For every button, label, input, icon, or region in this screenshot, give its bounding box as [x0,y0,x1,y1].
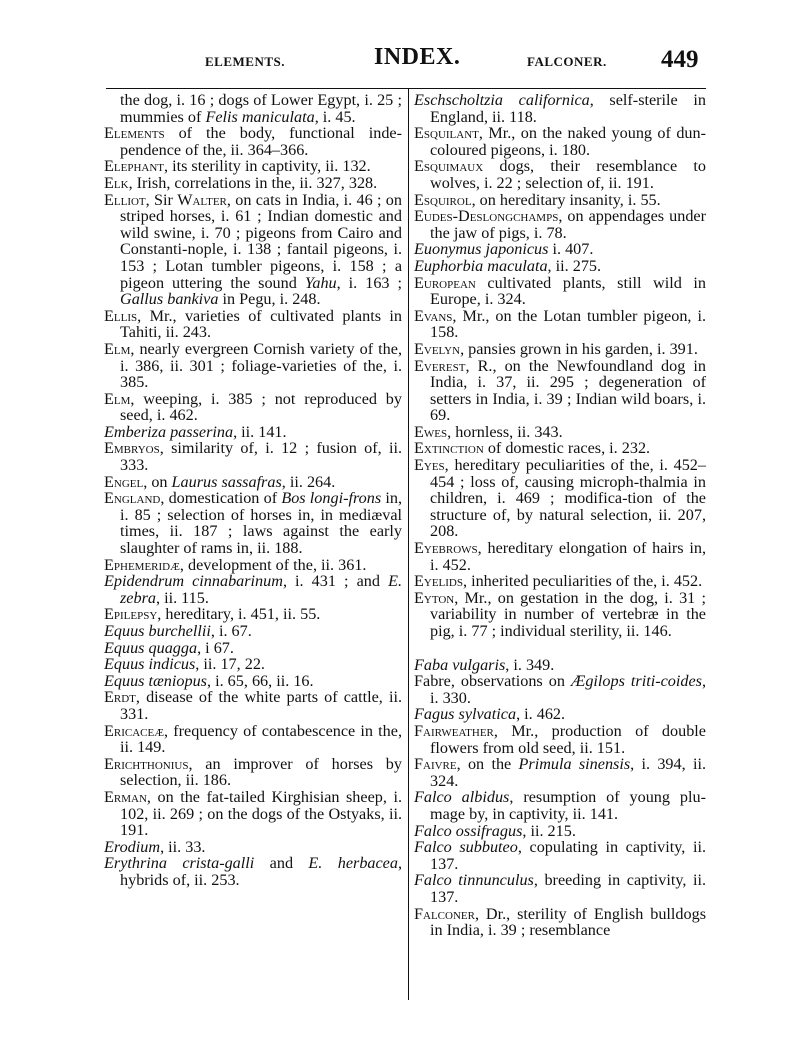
entry-text: , i. 462. [516,705,566,724]
entry-italic-term: Falco subbuteo [414,838,518,857]
index-entry [104,424,402,441]
entry-heading-term: Eudes-Deslongchamps [414,207,559,226]
entry-heading-term: England [104,489,161,508]
entry-heading-term: Extinction [414,439,484,458]
entry-heading-term: Elephant [104,157,164,176]
entry-text: , on appendages under the jaw of pigs, i. 78. [430,207,706,242]
index-entry [414,823,706,840]
entry-italic-term: Falco albidus [414,788,510,807]
index-entry [414,573,706,590]
index-entry [414,789,706,822]
entry-text: , on the [456,755,519,774]
index-entry [104,606,402,623]
entry-heading-term: Elk [104,173,129,192]
index-entry [104,175,402,192]
entry-heading-term: Eyes [414,456,445,475]
running-head-left: ELEMENTS. [205,54,285,69]
entry-text: cultivated plants, still wild in Europe, i. 324. [430,273,706,309]
entry-text: , copulating in captivity, ii. 137. [430,838,706,873]
index-entry [414,872,706,905]
entry-italic-term: Fagus sylvatica [414,705,517,724]
index-entry [104,125,402,158]
entry-text: , similarity of, i. 12 ; fusion of, ii. 333. [120,439,402,475]
entry-italic-term: Emberiza passerina [104,422,234,441]
index-entry [414,706,706,723]
entry-italic-term: E. zebra [120,572,402,607]
entry-heading-term: Esquimaux [414,157,484,176]
index-entry [414,208,706,241]
entry-heading-term: Eyton [414,588,455,607]
index-entry [104,92,402,125]
entry-text: , development of the, ii. 361. [179,555,367,574]
index-entry [414,906,706,939]
entry-italic-term: Equus tæniopus [104,671,207,690]
entry-text: , i 67. [197,638,234,657]
entry-text: , disease of the white parts of cattle, ii. 331. [120,688,402,723]
index-entry [414,192,706,209]
entry-text: , hereditary elongation of hairs in, i. 452. [430,539,706,574]
index-entry [104,640,402,657]
entry-heading-term: Elliot [104,190,146,209]
entry-text: , i. 67. [210,622,252,640]
entry-text: , weeping, i. 385 ; not reproduced by seed, i. 462. [120,389,402,425]
index-entry [414,657,706,674]
entry-text: , its sterility in captivity, ii. 132. [164,157,371,176]
entry-italic-term: E. herbacea [308,854,398,873]
entry-text: , i. 394, ii. 324. [430,755,707,790]
entry-text: in, i. 85 ; selection of horses in, in mediæval times, ii. 187 ; laws against the early slaughter of rams in, ii. 188. [120,489,403,558]
entry-text: , self-sterile in England, ii. 118. [430,91,706,126]
entry-heading-term: Erdt [104,688,136,707]
entry-text: , pansies grown in his garden, i. 391. [460,339,698,358]
entry-text: , i. 431 ; and [282,572,389,591]
index-entry [414,424,706,441]
entry-italic-term: Equus indicus [104,655,196,674]
index-column-left [104,92,402,889]
entry-text: of the body, functional inde-pendence of the, ii. 364–366. [120,124,402,159]
entry-italic-term: Euonymus japonicus [414,240,549,259]
index-column-right [414,92,706,939]
entry-text: , ii. 33. [160,837,206,856]
entry-text: , on [143,472,172,491]
entry-text: , i. 45. [314,107,356,126]
running-head-right: FALCONER. [527,54,607,69]
entry-text: the dog, i. 16 ; dogs of Lower Egypt, i. 25 ; mummies of [120,91,402,126]
index-entry [104,656,402,673]
index-entry [104,308,402,341]
entry-heading-term: Elements [104,124,165,143]
entry-italic-term: Falco ossifragus [414,821,523,840]
entry-italic-term: Erythrina crista-galli [104,854,255,873]
entry-text: , on hereditary insanity, i. 55. [471,190,661,209]
entry-text: and [254,854,309,873]
index-entry [414,308,706,341]
entry-heading-term: Erichthonius [104,754,189,773]
entry-text: , ii. 115. [155,588,209,607]
index-entry [104,673,402,690]
entry-heading-term: Epilepsy [104,605,158,624]
index-entry [104,789,402,839]
index-entry [414,756,706,789]
entry-text: , resumption of young plu-mage by, in captivity, ii. 141. [430,788,706,823]
index-entry [104,557,402,574]
entry-text: , inherited peculiarities of the, i. 452. [463,572,703,591]
entry-text: , Mr., on the Lotan tumbler pigeon, i. 158. [430,306,706,342]
running-head [0,44,800,84]
entry-text: , ii. 215. [522,821,576,840]
index-entry [414,839,706,872]
index-entry [414,258,706,275]
entry-text: , i. 330. [430,672,706,707]
index-entry [104,192,402,308]
entry-italic-term: Felis maniculata [205,107,315,126]
entry-text: , Mr., on gestation in the dog, i. 31 ; variability in number of vertebræ in the pig, i. 77 ; individual sterility, ii. 146. [430,588,706,640]
index-entry [104,573,402,606]
entry-text: , i. 65, 66, ii. 16. [206,671,314,690]
index-entry [104,474,402,491]
entry-heading-term: Elm [104,339,131,358]
entry-text: , on the fat-tailed Kirghisian sheep, i. 102, ii. 269 ; on the dogs of the Ostyaks, ii. 191. [120,787,402,840]
entry-heading-term: Faivre [414,755,457,774]
entry-text: , Mr., production of double flowers from old seed, ii. 151. [430,721,706,757]
index-entry [104,839,402,856]
entry-text: , breeding in captivity, ii. 137. [430,871,707,906]
entry-heading-term: Esquirol [414,190,472,209]
entry-italic-term: Yahu [304,273,337,292]
section-gap [414,640,706,657]
entry-text: , nearly evergreen Cornish variety of the, i. 386, ii. 301 ; foliage-varieties of the, i. 385. [120,339,402,392]
entry-text: , i. 349. [505,655,555,674]
entry-text: , Irish, correlations in the, ii. 327, 328. [128,173,378,192]
entry-text: of domestic races, i. 232. [483,439,651,458]
header-rule [106,88,706,89]
index-entry [414,341,706,358]
entry-text: , ii. 17, 22. [195,655,265,674]
entry-text: , Sir [145,190,178,209]
index-entry [414,590,706,640]
index-entry [414,457,706,540]
entry-heading-term: Evelyn [414,339,461,358]
entry-italic-term: Gallus bankiva [120,290,219,309]
index-entry [104,756,402,789]
index-entry [414,723,706,756]
entry-heading-term: Everest [414,356,466,375]
entry-heading-term: Erman [104,787,147,806]
entry-italic-term: Equus quagga [104,638,198,657]
entry-text: , Mr., varieties of cultivated plants in Tahiti, ii. 243. [120,306,402,342]
entry-heading-term: Eyelids [414,572,463,591]
entry-heading-term: Ellis [104,306,138,325]
entry-text: , ii. 141. [233,422,287,441]
entry-text: in Pegu, i. 248. [218,290,321,309]
entry-italic-term: Equus burchellii [104,622,211,640]
index-entry [414,358,706,424]
entry-italic-term: Laurus sassafras [171,472,282,491]
entry-italic-term: Epidendrum cinnabarinum [104,572,283,591]
index-entry [104,391,402,424]
entry-heading-term: Ephemeridæ [104,555,180,574]
entry-heading-term: European [414,273,476,292]
index-entry [414,125,706,158]
index-entry [414,92,706,125]
index-entry [104,623,402,640]
entry-italic-term: Primula sinensis [518,755,631,774]
entry-text: , hornless, ii. 343. [447,422,563,441]
entry-heading-term: Embryos [104,439,160,458]
entry-text: , hereditary, i. 451, ii. 55. [157,605,321,624]
entry-italic-term: Faba vulgaris [414,655,506,674]
entry-italic-term: Ægilops triti-coides [570,672,702,691]
index-entry [104,341,402,391]
index-entry [104,723,402,756]
index-entry [414,673,706,706]
entry-text: , frequency of contabescence in the, ii. 149. [120,721,402,757]
entry-text: Fabre, observations on [414,672,571,691]
index-entry [414,241,706,258]
entry-heading-term: Fairweather [414,721,494,740]
entry-text: , Dr., sterility of English bulldogs in India, i. 39 ; resemblance [430,904,706,940]
entry-text: , Mr., on the naked young of dun-coloured pigeons, i. 180. [430,124,706,159]
column-divider [408,88,409,1000]
entry-italic-term: Erodium [104,837,161,856]
entry-heading-term: Ewes [414,422,448,441]
entry-heading-term: Elm [104,389,131,408]
entry-text: , on cats in India, i. 46 ; on striped horses, i. 61 ; Indian domestic and wild swine, i. 70 ; pigeons from Cairo and Constanti-nople, i. 138 ; fantail pigeons, i. 153 ; Lotan tumbler pigeons, i. 158 ; a pigeon uttering the sound [120,190,402,292]
index-entry [414,440,706,457]
entry-text: , domestication of [160,489,282,508]
index-entry [414,158,706,191]
entry-heading-term: Ericaceæ [104,721,165,740]
entry-italic-term: Euphorbia maculata [414,256,548,275]
index-entry [414,275,706,308]
index-entry [414,540,706,573]
index-entry [104,855,402,888]
entry-text: , ii. 275. [547,256,602,275]
index-entry [104,490,402,556]
entry-text: , R., on the Newfoundland dog in India, i. 37, ii. 295 ; degeneration of setters in India, i. 39 ; Indian wild boars, i. 69. [430,356,706,425]
entry-italic-term: Eschscholtzia californica [414,91,590,109]
entry-text: , i. 163 ; [336,273,402,292]
entry-text: i. 407. [548,240,594,259]
entry-heading-term: Walter [177,190,227,209]
entry-heading-term: Engel [104,472,144,491]
entry-text: , ii. 264. [281,472,336,491]
entry-italic-term: Bos longi-frons [281,489,382,508]
entry-heading-term: Eyebrows [414,539,478,558]
entry-italic-term: Falco tinnunculus [414,871,534,890]
entry-text: , hereditary peculiarities of the, i. 452–454 ; loss of, causing microph-thalmia in children, i. 469 ; modifica-tion of the structure of, by natural selection, ii. 207, 208. [430,456,706,541]
entry-heading-term: Esquilant [414,124,479,143]
entry-heading-term: Evans [414,306,453,325]
entry-heading-term: Falconer [414,904,475,923]
entry-text: , an improver of horses by selection, ii. 186. [120,754,402,790]
entry-text: , hybrids of, ii. 253. [120,854,403,889]
index-entry [104,158,402,175]
running-head-title: INDEX. [374,44,461,70]
page-number: 449 [661,46,699,73]
entry-text: dogs, their resemblance to wolves, i. 22 ; selection of, ii. 191. [430,157,706,192]
index-entry [104,689,402,722]
index-entry [104,440,402,473]
